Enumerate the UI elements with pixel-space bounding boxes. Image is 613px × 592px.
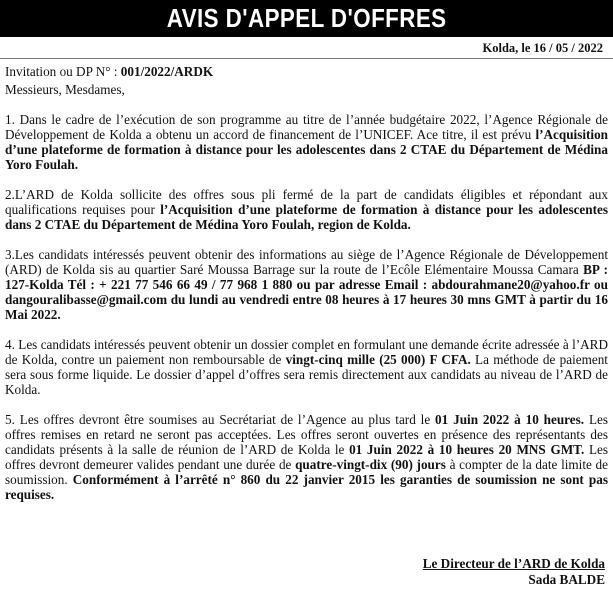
notice-title: AVIS D'APPEL D'OFFRES bbox=[166, 3, 447, 33]
section-5-bold-a: 01 Juin 2022 à 10 heures. bbox=[435, 412, 585, 427]
section-5-text-b: Les offres remises en retard ne seront pas acceptées. Les offres seront ouvertes en présence des représentants des candidats présents à la salle de réunion de l’ARD de Kolda le bbox=[5, 412, 608, 457]
section-5-bold-c: quatre-vingt-dix (90) jours bbox=[295, 457, 446, 472]
section-5-bold-b: 01 Juin 2022 à 10 heures 20 MNS GMT. bbox=[349, 442, 585, 457]
notice-date: Kolda, le 16 / 05 / 2022 bbox=[482, 41, 603, 55]
invitation-number: 001/2022/ARDK bbox=[120, 64, 214, 79]
section-5-bold-d: Conformément à l’arrêté n° 860 du 22 janvier 2015 les garanties de soumission ne sont pas requises. bbox=[5, 472, 608, 502]
section-2-bold: l’Acquisition d’une plateforme de formation à distance pour les adolescentes dans 2 CTAE du Département de Médina Yoro Foulah, region de Kolda. bbox=[5, 202, 608, 232]
section-4 bbox=[5, 337, 608, 397]
signature-name: Sada BALDE bbox=[528, 572, 605, 587]
signature-title: Le Directeur de l’ARD de Kolda bbox=[422, 556, 605, 571]
section-3 bbox=[5, 247, 608, 322]
notice-title-banner bbox=[0, 0, 613, 37]
invitation-label: Invitation ou DP N° : bbox=[5, 64, 121, 79]
section-2 bbox=[5, 187, 608, 232]
section-4-text-b: La méthode de paiement sera sous forme liquide. Le dossier d’appel d’offres sera remis directement aux candidats au niveau de l’ARD de Kolda. bbox=[5, 352, 608, 397]
section-5-text-c: Les offres devront demeurer valides pendant une durée de bbox=[5, 442, 608, 472]
section-3-text: 3.Les candidats intéressés peuvent obtenir des informations au siège de l’Agence Régionale de Développement (ARD) de Kolda sis au quartier Saré Moussa Barrage sur la route de l’Ecôle Elémentaire Moussa Camara bbox=[5, 247, 608, 277]
section-2-text: 2.L’ARD de Kolda sollicite des offres sous pli fermé de la part de candidats éligibles et répondant aux qualifications requises pour bbox=[5, 187, 608, 217]
section-5-text-a: 5. Les offres devront être soumises au Secrétariat de l’Agence au plus tard le bbox=[5, 412, 436, 427]
section-5 bbox=[5, 412, 608, 502]
signature-block bbox=[423, 556, 605, 588]
section-1-bold: l’Acquisition d’une plateforme de formation à distance pour les adolescentes dans 2 CTAE du Département de Médina Yoro Foulah. bbox=[5, 127, 608, 172]
section-4-text-a: 4. Les candidats intéressés peuvent obtenir un dossier complet en formulant une demande écrite adressée à l’ARD de Kolda, contre un paiement non remboursable de bbox=[5, 337, 608, 367]
section-3-bold: BP : 127-Kolda Tél : + 221 77 546 66 49 / 77 968 1 880 ou par adresse Email : abdourahmane20@yahoo.fr ou dangouralibasse@gmail.com du lundi au vendredi entre 08 heures à 17 heures 30 mns GMT à partir du 16 Mai 2022. bbox=[5, 262, 609, 322]
section-1 bbox=[5, 112, 608, 172]
salutation: Messieurs, Mesdames, bbox=[5, 82, 125, 97]
section-4-bold-a: vingt-cinq mille (25 000) F CFA. bbox=[285, 352, 471, 367]
divider bbox=[0, 58, 613, 59]
section-5-text-d: à compter de la date limite de soumission. bbox=[5, 457, 608, 487]
section-1-text: 1. Dans le cadre de l’exécution de son programme au titre de l’année budgétaire 2022, l’Agence Régionale de Développement de Kolda a obtenu un accord de financement de l’UNICEF. Ace titre, il est prévu bbox=[5, 112, 608, 142]
invitation-line bbox=[5, 64, 608, 79]
notice-body bbox=[5, 64, 608, 517]
